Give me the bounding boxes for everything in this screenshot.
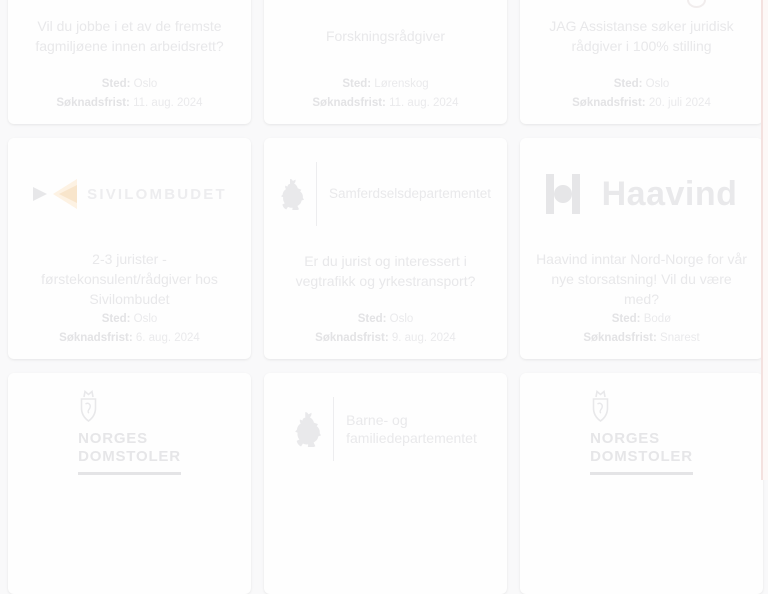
domstoler-logo-line2: DOMSTOLER [78,448,181,465]
haavind-logo [546,174,738,214]
job-card-grid [8,0,763,594]
barne-og-familiedepartementet-logo [294,397,477,461]
sted-value: Oslo [645,78,670,90]
logo-area [532,383,751,475]
job-meta [56,73,202,111]
sted-line [572,77,711,92]
sted-value: Lørenskog [374,78,429,90]
frist-value: 11. aug. 2024 [133,97,203,109]
frist-value: 11. aug. 2024 [389,97,459,109]
logo-area [276,0,495,5]
job-card[interactable] [8,0,251,124]
logo-area [20,383,239,475]
norges-domstoler-logo [78,389,181,475]
job-card[interactable] [520,0,763,124]
job-title: 2-3 jurister - førstekonsulent/rådgiver hos Sivilombudet [41,251,218,307]
frist-label: Søknadsfrist: [312,97,386,109]
court-crest-icon [80,389,97,424]
right-edge-card-sliver [761,0,768,480]
job-card[interactable] [520,138,763,359]
logo-area [20,148,239,240]
frist-line [572,96,711,111]
job-card[interactable] [264,0,507,124]
frist-value: 6. aug. 2024 [135,332,200,344]
sted-label: Sted: [611,313,641,325]
job-title: Er du jurist og interessert i vegtrafikk og yrkestransport? [295,252,476,289]
frist-line [315,331,456,346]
lion-crest-icon [294,411,321,447]
domstoler-logo-line1: NORGES [590,430,660,447]
frist-label: Søknadsfrist: [56,97,130,109]
sted-label: Sted: [357,313,387,325]
logo-divider [333,397,334,461]
norges-domstoler-logo [590,389,693,475]
sted-label: Sted: [101,78,131,90]
sivilombudet-logo [32,177,227,211]
sivilombudet-logo-text: SIVILOMBUDET [87,185,227,203]
sted-value: Bodø [643,313,672,325]
sted-value: Oslo [133,313,158,325]
job-meta [315,308,456,346]
job-meta [59,308,200,346]
sted-line [56,77,202,92]
haavind-mark-icon [546,174,580,214]
job-meta [572,73,711,111]
job-card[interactable] [264,138,507,359]
frist-line [56,96,202,111]
job-title: Vil du jobbe i et av de fremste fagmiljøene innen arbeidsrett? [35,17,224,54]
sted-value: Oslo [133,78,158,90]
department-name [346,411,477,447]
logo-area [532,0,751,5]
sted-label: Sted: [342,78,372,90]
department-name-line1: Barne- og [346,412,408,428]
samferdselsdepartementet-logo [280,162,491,226]
job-meta [312,73,458,111]
logo-area [20,0,239,5]
domstoler-logo-underline [78,472,181,475]
sted-value: Oslo [389,313,414,325]
frist-line [583,331,699,346]
job-title: Forskningsrådgiver [325,27,446,44]
job-card[interactable] [8,138,251,359]
frist-label: Søknadsfrist: [572,97,646,109]
domstoler-logo-line1: NORGES [78,430,148,447]
court-crest-icon [592,389,609,424]
logo-area [532,148,751,240]
sted-line [315,312,456,327]
frist-line [59,331,200,346]
job-card[interactable] [264,373,507,594]
department-name-line2: familiedepartementet [346,430,477,446]
logo-area [276,383,495,475]
department-name: Samferdselsdepartementet [328,186,492,201]
frist-label: Søknadsfrist: [315,332,389,344]
job-title: JAG Assistanse søker juridisk rådgiver i 100% stilling [549,17,734,54]
lion-crest-icon [280,178,304,210]
job-card[interactable] [8,373,251,594]
job-card[interactable] [520,373,763,594]
sted-label: Sted: [101,313,131,325]
logo-divider [316,162,317,226]
sted-line [59,312,200,327]
sted-label: Sted: [613,78,643,90]
frist-line [312,96,458,111]
frist-value: 20. juli 2024 [648,97,711,109]
frist-label: Søknadsfrist: [583,332,657,344]
frist-value: 9. aug. 2024 [391,332,456,344]
sted-line [583,312,699,327]
frist-label: Søknadsfrist: [59,332,133,344]
logo-area [276,148,495,240]
frist-value: Snarest [660,332,700,344]
job-meta [583,308,699,346]
haavind-logo-text: Haavind [601,174,738,213]
domstoler-logo-line2: DOMSTOLER [590,448,693,465]
sivilombudet-arrows-icon [32,177,78,211]
domstoler-logo-underline [590,472,693,475]
sted-line [312,77,458,92]
job-title: Haavind inntar Nord-Norge for vår nye storsatsning! Vil du være med? [536,251,747,307]
